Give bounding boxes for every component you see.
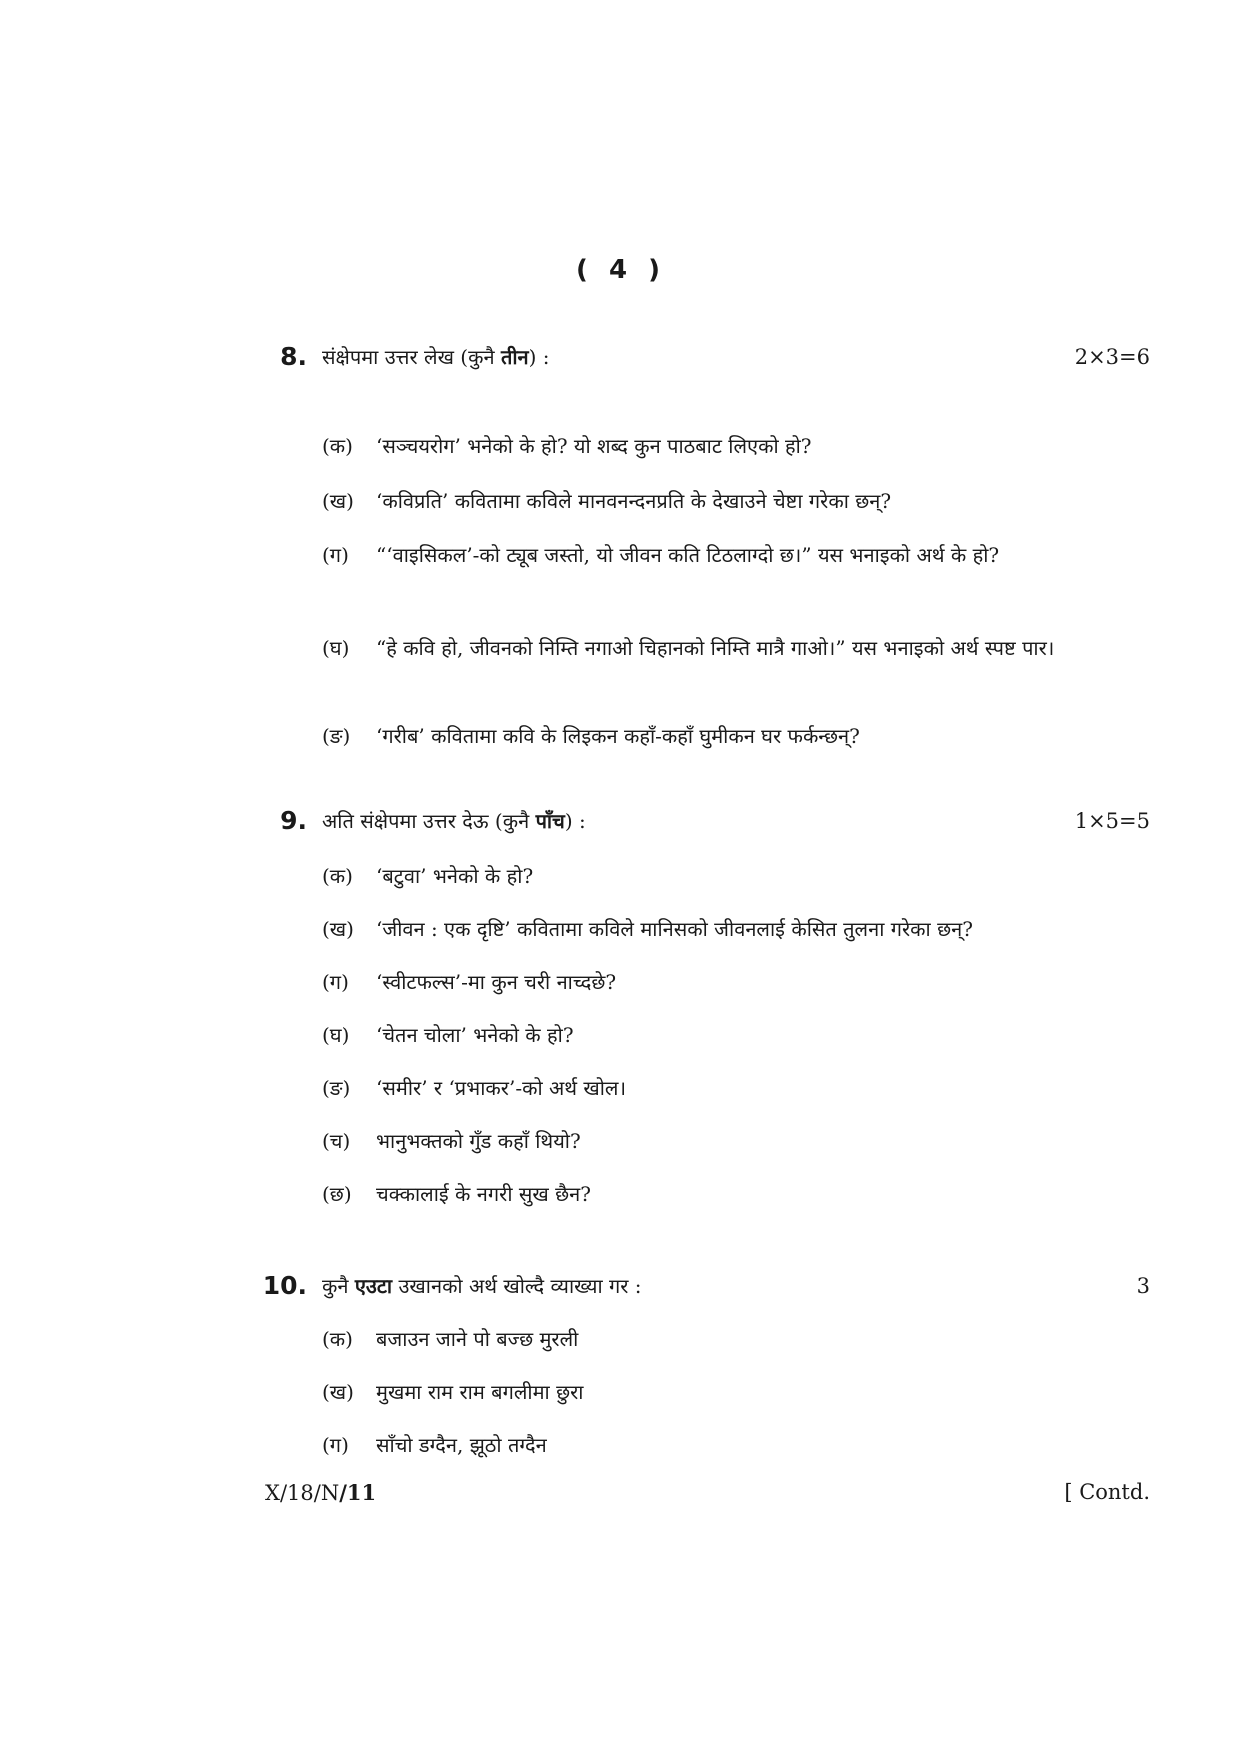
sub-question-label: (क)	[322, 1327, 353, 1351]
question-number: 8.	[280, 342, 307, 371]
question-title	[322, 337, 550, 377]
sub-question-text: ‘बटुवा’ भनेको के हो?	[376, 864, 534, 888]
sub-question-text: “‘वाइसिकल’-को ट्यूब जस्तो, यो जीवन कति टिठलाग्दो छ।” यस भनाइको अर्थ के हो?	[376, 543, 1000, 567]
question-number: 9.	[280, 806, 307, 835]
sub-question-text: ‘गरीब’ कवितामा कवि के लिइकन कहाँ-कहाँ घुमीकन घर फर्कन्छन्?	[376, 724, 860, 748]
sub-question	[322, 1017, 1102, 1053]
sub-question-text: चक्कालाई के नगरी सुख छैन?	[376, 1182, 591, 1206]
sub-question	[322, 537, 1102, 573]
title-text: कुनै	[322, 1274, 355, 1298]
sub-question-text: ‘स्वीटफल्स’-मा कुन चरी नाच्दछे?	[376, 970, 617, 994]
question-number: 10.	[262, 1271, 307, 1300]
sub-question-text: बजाउन जाने पो बज्छ मुरली	[376, 1327, 579, 1351]
sub-question	[322, 911, 1102, 947]
paper-code-prefix: X/18/N	[265, 1481, 340, 1505]
title-text: उखानको अर्थ खोल्दै व्याख्या गर :	[392, 1274, 642, 1298]
question-9	[0, 801, 1242, 841]
sub-question-label: (घ)	[322, 1023, 350, 1047]
sub-question-label: (च)	[322, 1129, 351, 1153]
paper-code	[265, 1480, 376, 1505]
sub-question	[322, 630, 1102, 666]
sub-question	[322, 1123, 1102, 1159]
page-number: ( 4 )	[576, 255, 666, 285]
sub-question-label: (ङ)	[322, 1076, 351, 1100]
sub-question-label: (छ)	[322, 1182, 352, 1206]
sub-question	[322, 718, 1102, 754]
sub-question-text: “हे कवि हो, जीवनको निम्ति नगाओ चिहानको निम्ति मात्रै गाओ।” यस भनाइको अर्थ स्पष्ट पार।	[376, 636, 1055, 660]
question-header	[0, 337, 1242, 377]
sub-question-label: (ग)	[322, 543, 349, 567]
sub-question-label: (ङ)	[322, 724, 351, 748]
question-marks: 1×5=5	[1074, 809, 1150, 833]
sub-question-label: (ख)	[322, 489, 354, 513]
title-emphasis: तीन	[500, 345, 529, 369]
sub-question	[322, 858, 1102, 894]
title-text: ) :	[528, 345, 550, 369]
sub-question	[322, 964, 1102, 1000]
title-emphasis: पाँच	[535, 809, 565, 833]
sub-question	[322, 1321, 1102, 1357]
sub-question-text: ‘समीर’ र ‘प्रभाकर’-को अर्थ खोल।	[376, 1076, 627, 1100]
sub-question	[322, 1427, 1102, 1463]
sub-question-text: ‘जीवन : एक दृष्टि’ कवितामा कविले मानिसको जीवनलाई केसित तुलना गरेका छन्?	[376, 917, 973, 941]
question-marks: 3	[1136, 1274, 1150, 1298]
sub-question	[322, 428, 1102, 464]
question-header	[0, 801, 1242, 841]
sub-question-label: (घ)	[322, 636, 350, 660]
sub-question-text: मुखमा राम राम बगलीमा छुरा	[376, 1380, 584, 1404]
title-emphasis: एउटा	[354, 1274, 393, 1298]
question-title	[322, 801, 586, 841]
sub-question	[322, 1070, 1102, 1106]
sub-question-text: साँचो डग्दैन, झूठो तग्दैन	[376, 1433, 547, 1457]
sub-question-text: भानुभक्तको गुँड कहाँ थियो?	[376, 1129, 581, 1153]
sub-question	[322, 483, 1102, 519]
paper-code-number: /11	[339, 1480, 377, 1505]
sub-question	[322, 1374, 1102, 1410]
title-text: ) :	[564, 809, 586, 833]
sub-question-label: (ख)	[322, 1380, 354, 1404]
continued-label: [ Contd.	[1064, 1480, 1150, 1504]
sub-question-text: ‘कविप्रति’ कवितामा कविले मानवनन्दनप्रति के देखाउने चेष्टा गरेका छन्?	[376, 489, 892, 513]
sub-question-label: (ग)	[322, 1433, 349, 1457]
sub-question-text: ‘सञ्चयरोग’ भनेको के हो? यो शब्द कुन पाठबाट लिएको हो?	[376, 434, 812, 458]
sub-question-label: (क)	[322, 864, 353, 888]
title-text: अति संक्षेपमा उत्तर देऊ (कुनै	[322, 809, 536, 833]
sub-question-label: (ख)	[322, 917, 354, 941]
sub-question-label: (ग)	[322, 970, 349, 994]
question-marks: 2×3=6	[1074, 345, 1150, 369]
question-8	[0, 337, 1242, 377]
title-text: संक्षेपमा उत्तर लेख (कुनै	[322, 345, 501, 369]
sub-question-label: (क)	[322, 434, 353, 458]
sub-question	[322, 1176, 1102, 1212]
question-header	[0, 1266, 1242, 1306]
question-title	[322, 1266, 642, 1306]
sub-question-text: ‘चेतन चोला’ भनेको के हो?	[376, 1023, 574, 1047]
question-10	[0, 1266, 1242, 1306]
